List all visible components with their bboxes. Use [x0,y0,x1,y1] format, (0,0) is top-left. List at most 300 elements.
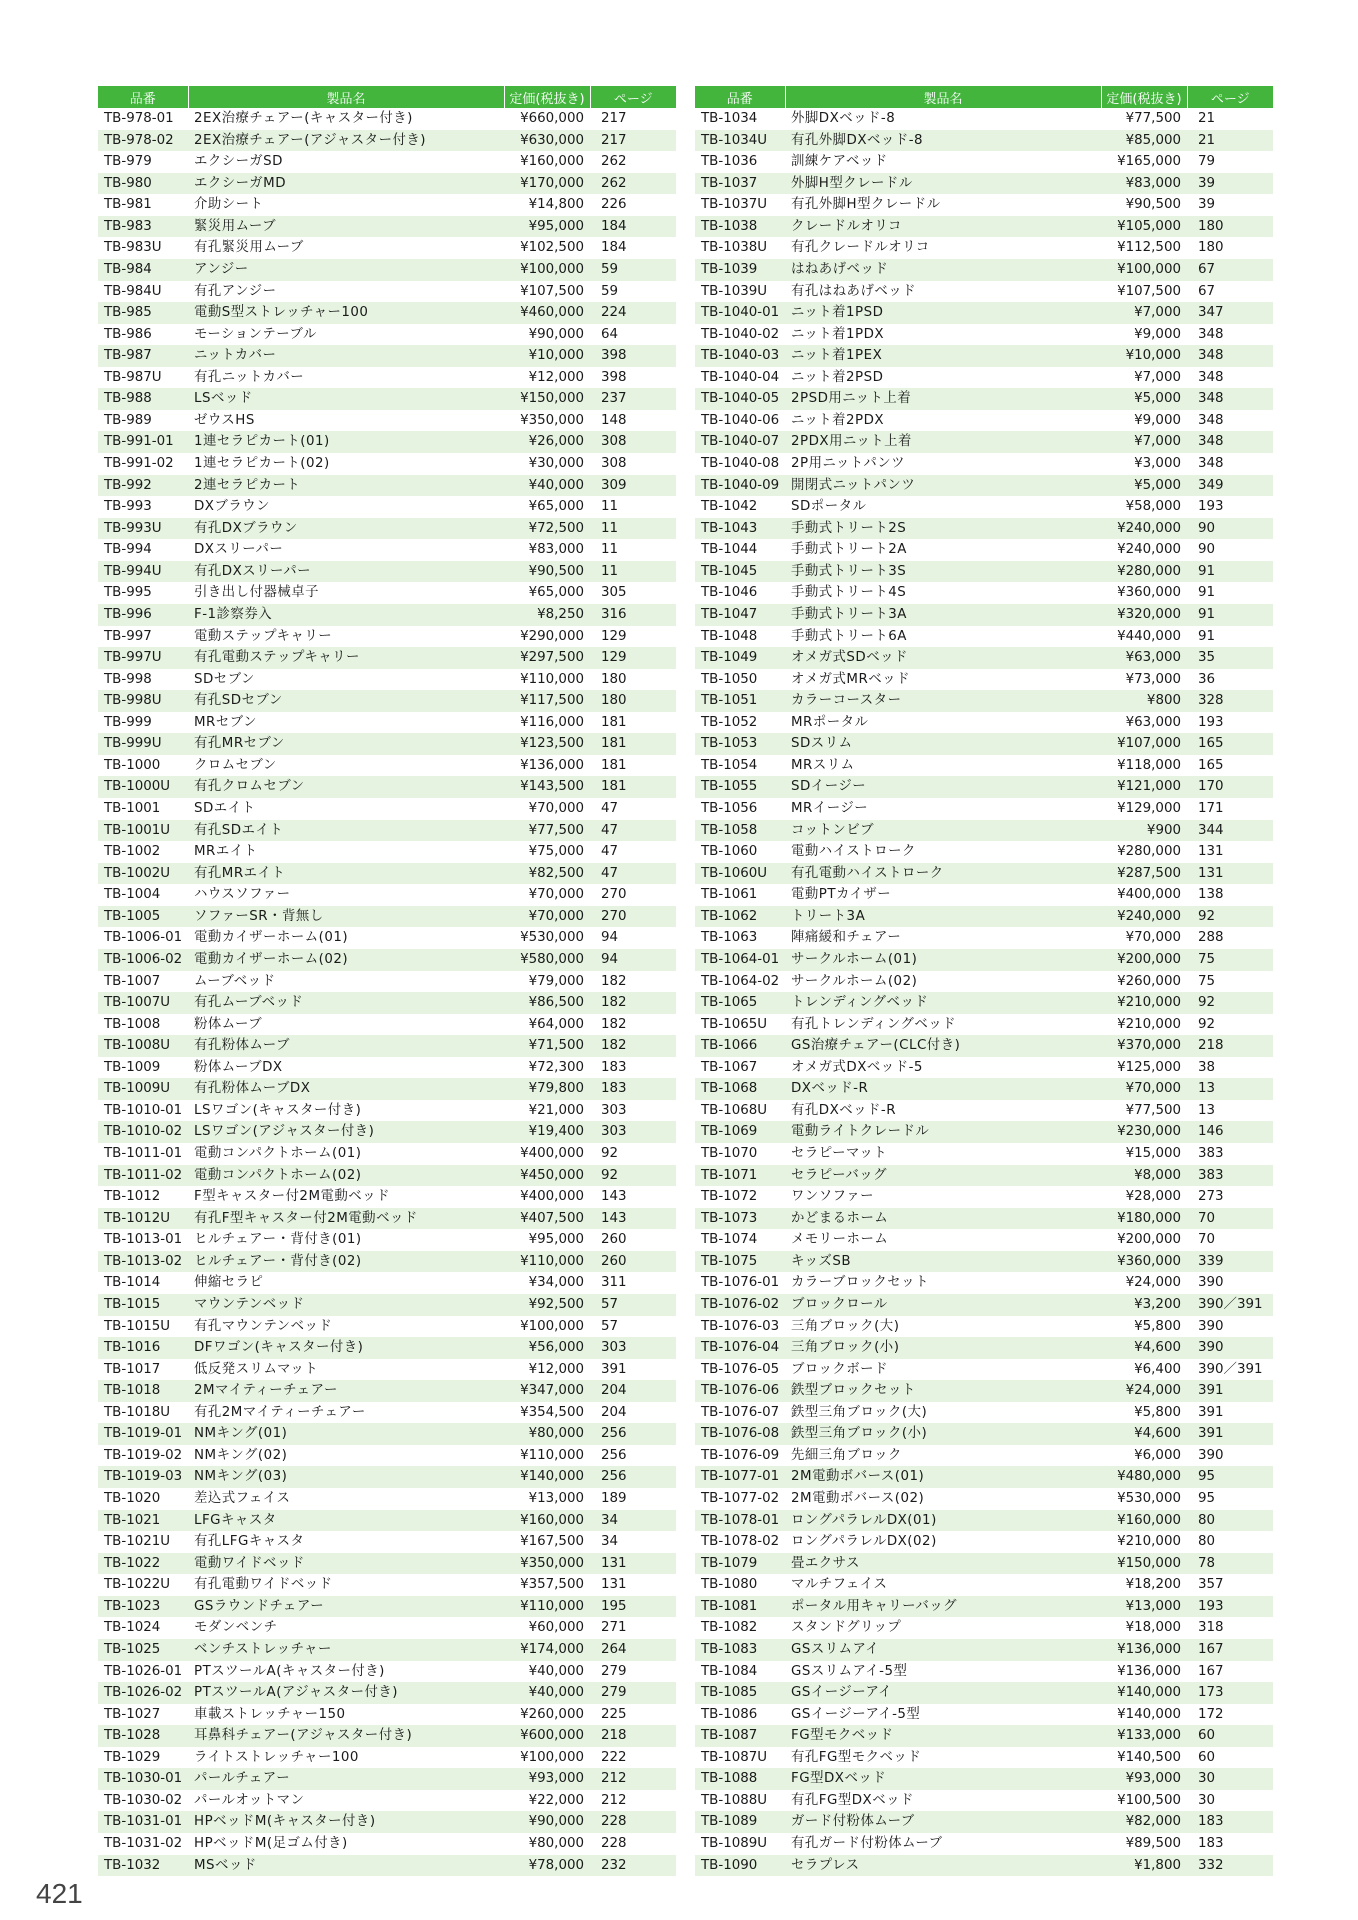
table-cell-name: ガード付粉体ムーブ [785,1811,1101,1833]
header-price: 定価(税抜き) [1101,86,1187,108]
table-cell-page: 95 [1187,1488,1273,1510]
table-cell-name: 有孔トレンディングベッド [785,1014,1101,1036]
table-cell-page: 309 [590,475,676,497]
table-row [98,388,676,410]
table-cell-name: 差込式フェイス [188,1488,504,1510]
table-cell-name: 電動ワイドベッド [188,1553,504,1575]
table-cell-page: 262 [590,151,676,173]
table-cell-name: キッズSB [785,1251,1101,1273]
table-cell-price: ¥110,000 [504,1596,590,1618]
table-cell-code: TB-1039 [695,259,785,281]
price-table-right [695,86,1273,1876]
header-name: 製品名 [188,86,504,108]
table-cell-name: ニット着1PDX [785,324,1101,346]
table-row [695,324,1273,346]
table-row [98,1747,676,1769]
table-cell-name: 有孔緊災用ムーブ [188,237,504,259]
table-cell-name: クロムセブン [188,755,504,777]
table-cell-price: ¥80,000 [504,1423,590,1445]
table-cell-price: ¥400,000 [1101,884,1187,906]
table-row [695,108,1273,130]
table-cell-page: 279 [590,1682,676,1704]
table-row [98,1359,676,1381]
table-cell-code: TB-1049 [695,647,785,669]
table-cell-page: 172 [1187,1704,1273,1726]
table-cell-code: TB-1031-01 [98,1811,188,1833]
table-cell-code: TB-984U [98,281,188,303]
table-cell-page: 30 [1187,1790,1273,1812]
table-cell-price: ¥30,000 [504,453,590,475]
table-cell-code: TB-1019-01 [98,1423,188,1445]
table-row [98,431,676,453]
table-cell-name: SDスリム [785,733,1101,755]
table-cell-page: 92 [590,1165,676,1187]
table-cell-page: 222 [590,1747,676,1769]
table-cell-page: 92 [1187,992,1273,1014]
table-cell-price: ¥200,000 [1101,1229,1187,1251]
table-cell-name: 電動PTカイザー [785,884,1101,906]
table-cell-code: TB-1076-03 [695,1316,785,1338]
table-row [695,302,1273,324]
table-cell-price: ¥70,000 [504,906,590,928]
table-cell-page: 391 [590,1359,676,1381]
table-row [98,1078,676,1100]
table-cell-name: モダンベンチ [188,1617,504,1639]
table-cell-price: ¥350,000 [504,410,590,432]
table-row [695,1229,1273,1251]
table-cell-page: 11 [590,539,676,561]
table-cell-page: 129 [590,647,676,669]
table-row [98,151,676,173]
table-cell-price: ¥21,000 [504,1100,590,1122]
table-cell-page: 347 [1187,302,1273,324]
header-code: 品番 [98,86,188,108]
table-cell-price: ¥14,800 [504,194,590,216]
table-row [98,1402,676,1424]
table-cell-page: 91 [1187,604,1273,626]
table-cell-name: マルチフェイス [785,1574,1101,1596]
table-cell-price: ¥90,500 [1101,194,1187,216]
table-cell-name: スタンドグリップ [785,1617,1101,1639]
table-cell-page: 390 [1187,1337,1273,1359]
table-row [695,1272,1273,1294]
table-row [98,1445,676,1467]
table-cell-code: TB-1025 [98,1639,188,1661]
table-row [98,1208,676,1230]
table-cell-page: 47 [590,841,676,863]
table-cell-name: 電動ハイストローク [785,841,1101,863]
table-cell-code: TB-1050 [695,669,785,691]
table-cell-price: ¥116,000 [504,712,590,734]
table-cell-page: 256 [590,1466,676,1488]
table-cell-price: ¥280,000 [1101,841,1187,863]
table-row [695,367,1273,389]
table-cell-page: 21 [1187,130,1273,152]
table-row [695,949,1273,971]
table-row [695,1100,1273,1122]
header-code: 品番 [695,86,785,108]
table-cell-code: TB-985 [98,302,188,324]
table-row [98,1165,676,1187]
table-row [695,561,1273,583]
table-row [695,1423,1273,1445]
table-cell-code: TB-1082 [695,1617,785,1639]
table-row [695,194,1273,216]
table-cell-page: 228 [590,1811,676,1833]
table-row [98,669,676,691]
table-cell-price: ¥107,000 [1101,733,1187,755]
table-cell-name: 有孔F型キャスター付2M電動ベッド [188,1208,504,1230]
table-row [695,647,1273,669]
table-row [98,1790,676,1812]
table-cell-code: TB-1021U [98,1531,188,1553]
table-cell-price: ¥63,000 [1101,647,1187,669]
table-cell-page: 308 [590,431,676,453]
table-cell-name: 有孔粉体ムーブ [188,1035,504,1057]
table-row [695,1014,1273,1036]
table-cell-code: TB-983 [98,216,188,238]
table-cell-price: ¥70,000 [1101,927,1187,949]
table-cell-name: LSベッド [188,388,504,410]
table-cell-page: 34 [590,1510,676,1532]
table-cell-page: 165 [1187,733,1273,755]
table-cell-price: ¥6,400 [1101,1359,1187,1381]
table-cell-name: 有孔MRエイト [188,863,504,885]
table-cell-code: TB-999 [98,712,188,734]
table-cell-price: ¥140,000 [1101,1704,1187,1726]
table-row [98,194,676,216]
table-cell-code: TB-1060U [695,863,785,885]
table-cell-code: TB-993U [98,518,188,540]
table-cell-code: TB-1005 [98,906,188,928]
table-cell-price: ¥79,800 [504,1078,590,1100]
table-cell-page: 270 [590,884,676,906]
table-cell-page: 143 [590,1208,676,1230]
table-cell-name: メモリーホーム [785,1229,1101,1251]
table-row [695,1251,1273,1273]
table-cell-name: 粉体ムーブ [188,1014,504,1036]
table-cell-name: 有孔DXベッド-R [785,1100,1101,1122]
table-cell-price: ¥260,000 [1101,971,1187,993]
table-cell-code: TB-980 [98,173,188,195]
table-cell-price: ¥34,000 [504,1272,590,1294]
table-cell-code: TB-1076-01 [695,1272,785,1294]
table-cell-code: TB-993 [98,496,188,518]
table-cell-page: 181 [590,733,676,755]
table-cell-name: GSスリムアイ [785,1639,1101,1661]
table-cell-price: ¥170,000 [504,173,590,195]
table-cell-page: 390 [1187,1272,1273,1294]
table-cell-price: ¥73,000 [1101,669,1187,691]
table-cell-code: TB-1090 [695,1855,785,1877]
table-cell-name: 緊災用ムーブ [188,216,504,238]
table-cell-code: TB-1055 [695,776,785,798]
table-row [98,302,676,324]
table-cell-page: 180 [590,669,676,691]
table-cell-name: セラプレス [785,1855,1101,1877]
table-cell-code: TB-1024 [98,1617,188,1639]
table-cell-code: TB-1040-09 [695,475,785,497]
table-cell-name: 介助シート [188,194,504,216]
table-cell-name: ベンチストレッチャー [188,1639,504,1661]
table-cell-name: ムーブベッド [188,971,504,993]
table-cell-price: ¥287,500 [1101,863,1187,885]
table-row [98,1553,676,1575]
table-cell-page: 288 [1187,927,1273,949]
table-cell-price: ¥140,500 [1101,1747,1187,1769]
table-cell-price: ¥440,000 [1101,626,1187,648]
table-cell-code: TB-989 [98,410,188,432]
table-cell-code: TB-1007 [98,971,188,993]
table-cell-name: SDセブン [188,669,504,691]
table-cell-page: 21 [1187,108,1273,130]
table-cell-page: 64 [590,324,676,346]
table-cell-price: ¥165,000 [1101,151,1187,173]
table-row [695,820,1273,842]
table-row [695,1553,1273,1575]
table-cell-price: ¥800 [1101,690,1187,712]
table-cell-price: ¥9,000 [1101,324,1187,346]
table-cell-name: サークルホーム(02) [785,971,1101,993]
table-cell-page: 217 [590,130,676,152]
table-row [695,1035,1273,1057]
table-cell-price: ¥240,000 [1101,906,1187,928]
table-cell-price: ¥71,500 [504,1035,590,1057]
table-cell-name: ソファーSR・背無し [188,906,504,928]
table-cell-code: TB-1067 [695,1057,785,1079]
table-cell-price: ¥24,000 [1101,1380,1187,1402]
table-cell-page: 193 [1187,496,1273,518]
table-cell-code: TB-1076-05 [695,1359,785,1381]
table-cell-price: ¥70,000 [1101,1078,1187,1100]
table-cell-price: ¥150,000 [504,388,590,410]
table-cell-price: ¥110,000 [504,1445,590,1467]
table-cell-code: TB-1087 [695,1725,785,1747]
table-cell-page: 232 [590,1855,676,1877]
table-cell-name: 開閉式ニットパンツ [785,475,1101,497]
table-cell-code: TB-1037 [695,173,785,195]
table-row [98,1294,676,1316]
table-cell-price: ¥210,000 [1101,1014,1187,1036]
table-cell-price: ¥297,500 [504,647,590,669]
table-cell-code: TB-1088 [695,1768,785,1790]
table-cell-name: パールチェアー [188,1768,504,1790]
table-cell-page: 181 [590,776,676,798]
table-cell-page: 390／391 [1187,1294,1273,1316]
table-cell-code: TB-1038 [695,216,785,238]
table-row [98,1725,676,1747]
table-cell-page: 70 [1187,1229,1273,1251]
table-cell-name: DFワゴン(キャスター付き) [188,1337,504,1359]
table-row [98,1229,676,1251]
table-cell-page: 183 [1187,1833,1273,1855]
table-row [98,1423,676,1445]
table-cell-price: ¥150,000 [1101,1553,1187,1575]
table-row [695,1725,1273,1747]
table-cell-name: ニット着2PDX [785,410,1101,432]
table-cell-page: 94 [590,949,676,971]
table-cell-price: ¥22,000 [504,1790,590,1812]
table-cell-code: TB-1034U [695,130,785,152]
table-cell-code: TB-1019-02 [98,1445,188,1467]
table-row [98,1704,676,1726]
table-cell-name: 有孔クロムセブン [188,776,504,798]
table-cell-name: F型キャスター付2M電動ベッド [188,1186,504,1208]
table-cell-code: TB-1060 [695,841,785,863]
table-cell-page: 67 [1187,281,1273,303]
table-cell-price: ¥121,000 [1101,776,1187,798]
table-cell-price: ¥86,500 [504,992,590,1014]
table-cell-code: TB-999U [98,733,188,755]
table-row [98,1380,676,1402]
table-cell-price: ¥85,000 [1101,130,1187,152]
table-cell-name: 有孔アンジー [188,281,504,303]
table-row [98,884,676,906]
table-cell-name: アンジー [188,259,504,281]
table-cell-name: PTスツールA(キャスター付き) [188,1661,504,1683]
table-row [695,518,1273,540]
table-cell-page: 332 [1187,1855,1273,1877]
table-cell-name: 手動式トリート4S [785,582,1101,604]
table-cell-code: TB-991-01 [98,431,188,453]
table-cell-code: TB-1080 [695,1574,785,1596]
table-cell-name: MRセブン [188,712,504,734]
table-cell-price: ¥240,000 [1101,518,1187,540]
table-row [695,345,1273,367]
table-row [98,1466,676,1488]
table-cell-code: TB-1007U [98,992,188,1014]
table-cell-name: ヒルチェアー・背付き(01) [188,1229,504,1251]
table-cell-price: ¥10,000 [504,345,590,367]
table-cell-price: ¥112,500 [1101,237,1187,259]
table-row [695,971,1273,993]
table-cell-code: TB-1019-03 [98,1466,188,1488]
table-cell-name: 有孔電動ワイドベッド [188,1574,504,1596]
table-cell-name: 手動式トリート2S [785,518,1101,540]
table-cell-code: TB-1051 [695,690,785,712]
table-cell-page: 182 [590,1035,676,1057]
table-cell-page: 218 [590,1725,676,1747]
table-cell-price: ¥136,000 [1101,1661,1187,1683]
table-cell-price: ¥65,000 [504,496,590,518]
table-cell-price: ¥530,000 [504,927,590,949]
table-cell-page: 60 [1187,1747,1273,1769]
table-cell-price: ¥100,000 [504,1747,590,1769]
table-cell-name: FG型DXベッド [785,1768,1101,1790]
table-cell-price: ¥370,000 [1101,1035,1187,1057]
table-cell-name: 電動S型ストレッチャー100 [188,302,504,324]
table-cell-code: TB-1076-08 [695,1423,785,1445]
table-cell-page: 13 [1187,1078,1273,1100]
table-row [695,1531,1273,1553]
table-cell-code: TB-997 [98,626,188,648]
table-row [98,453,676,475]
table-cell-name: 有孔外脚DXベッド-8 [785,130,1101,152]
table-cell-code: TB-1006-02 [98,949,188,971]
table-cell-price: ¥125,000 [1101,1057,1187,1079]
table-cell-price: ¥140,000 [504,1466,590,1488]
table-cell-page: 204 [590,1402,676,1424]
table-cell-code: TB-1081 [695,1596,785,1618]
table-row [695,1617,1273,1639]
table-cell-page: 398 [590,367,676,389]
table-row [98,324,676,346]
table-cell-page: 170 [1187,776,1273,798]
table-cell-code: TB-1020 [98,1488,188,1510]
table-cell-page: 390／391 [1187,1359,1273,1381]
table-cell-price: ¥320,000 [1101,604,1187,626]
table-cell-code: TB-1022 [98,1553,188,1575]
table-cell-price: ¥6,000 [1101,1445,1187,1467]
table-cell-code: TB-1010-01 [98,1100,188,1122]
table-row [695,1833,1273,1855]
table-cell-page: 348 [1187,388,1273,410]
table-cell-price: ¥160,000 [1101,1510,1187,1532]
table-cell-page: 184 [590,237,676,259]
table-cell-price: ¥100,500 [1101,1790,1187,1812]
table-cell-code: TB-1000U [98,776,188,798]
table-cell-name: 有孔マウンテンベッド [188,1316,504,1338]
table-row [695,1165,1273,1187]
table-cell-price: ¥200,000 [1101,949,1187,971]
table-cell-page: 34 [590,1531,676,1553]
table-cell-code: TB-1012 [98,1186,188,1208]
table-cell-price: ¥10,000 [1101,345,1187,367]
table-cell-page: 328 [1187,690,1273,712]
table-cell-name: 鉄型三角ブロック(小) [785,1423,1101,1445]
table-cell-name: マウンテンベッド [188,1294,504,1316]
table-cell-price: ¥118,000 [1101,755,1187,777]
table-row [98,1186,676,1208]
table-row [695,1445,1273,1467]
table-row [98,1596,676,1618]
table-row [695,927,1273,949]
table-cell-page: 260 [590,1229,676,1251]
table-cell-code: TB-979 [98,151,188,173]
table-row [98,1272,676,1294]
table-cell-code: TB-1032 [98,1855,188,1877]
table-row [98,1661,676,1683]
table-row [695,1337,1273,1359]
table-cell-code: TB-1078-01 [695,1510,785,1532]
table-row [98,820,676,842]
table-cell-price: ¥12,000 [504,1359,590,1381]
table-cell-code: TB-1073 [695,1208,785,1230]
table-cell-name: 電動ステップキャリー [188,626,504,648]
table-cell-code: TB-1064-02 [695,971,785,993]
table-cell-price: ¥260,000 [504,1704,590,1726]
table-cell-page: 193 [1187,1596,1273,1618]
table-row [695,1208,1273,1230]
table-row [695,1143,1273,1165]
table-cell-code: TB-1064-01 [695,949,785,971]
table-cell-name: 有孔電動ハイストローク [785,863,1101,885]
table-cell-code: TB-1078-02 [695,1531,785,1553]
table-cell-price: ¥83,000 [1101,173,1187,195]
table-cell-page: 90 [1187,518,1273,540]
table-cell-price: ¥18,000 [1101,1617,1187,1639]
table-row [695,431,1273,453]
table-cell-price: ¥347,000 [504,1380,590,1402]
table-row [98,1316,676,1338]
table-cell-page: 183 [1187,1811,1273,1833]
table-cell-page: 47 [590,820,676,842]
table-cell-name: 引き出し付器械卓子 [188,582,504,604]
table-row [98,1100,676,1122]
table-cell-name: 有孔DXブラウン [188,518,504,540]
table-row [695,604,1273,626]
table-cell-price: ¥8,250 [504,604,590,626]
